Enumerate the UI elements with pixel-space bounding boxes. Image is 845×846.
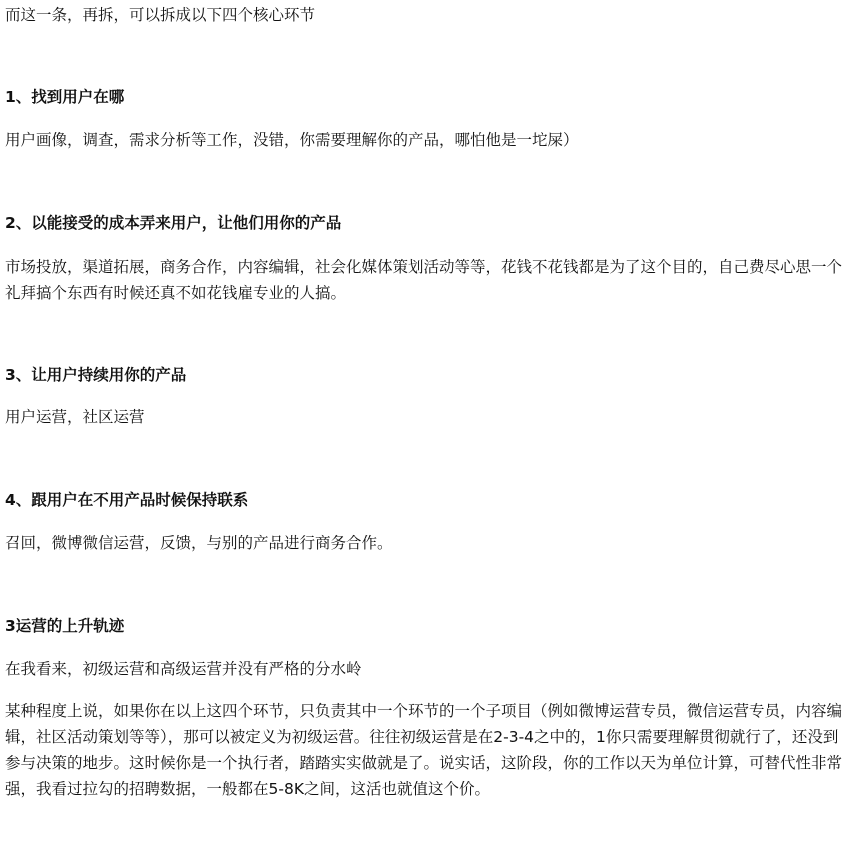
intro-text: 而这一条，再拆，可以拆成以下四个核心环节	[5, 6, 316, 24]
growth-paragraph-2: 某种程度上说，如果你在以上这四个环节，只负责其中一个环节的一个子项目（例如微博运营专员，微信运营专员，内容编辑，社区活动策划等等），那可以被定义为初级运营。往往初级运营是在2-3-4之中的，1你只需要理解贯彻就行了，还没到参与决策的地步。这时候你是一个执行者，踏踏实实做就是了。说实话，这阶段，你的工作以天为单位计算，可替代性非常强，我看过拉勾的招聘数据，一般都在5-8K之间，这活也就值这个价。	[5, 702, 843, 798]
section-2-heading: 2、以能接受的成本弄来用户，让他们用你的产品	[5, 214, 342, 232]
growth-paragraph-1: 在我看来，初级运营和高级运营并没有严格的分水岭	[5, 660, 362, 678]
section-3-heading: 3、让用户持续用你的产品	[5, 366, 187, 384]
section-4-body: 召回，微博微信运营，反馈，与别的产品进行商务合作。	[5, 534, 393, 552]
section-3-body: 用户运营，社区运营	[5, 408, 145, 426]
growth-heading: 3运营的上升轨迹	[5, 617, 125, 635]
section-1-body: 用户画像，调查，需求分析等工作，没错，你需要理解你的产品，哪怕他是一坨屎）	[5, 131, 579, 149]
section-4-heading: 4、跟用户在不用产品时候保持联系	[5, 491, 249, 509]
section-1-heading: 1、找到用户在哪	[5, 88, 125, 106]
section-2-body: 市场投放，渠道拓展，商务合作，内容编辑，社会化媒体策划活动等等，花钱不花钱都是为了这个目的，自己费尽心思一个礼拜搞个东西有时候还真不如花钱雇专业的人搞。	[5, 258, 843, 302]
